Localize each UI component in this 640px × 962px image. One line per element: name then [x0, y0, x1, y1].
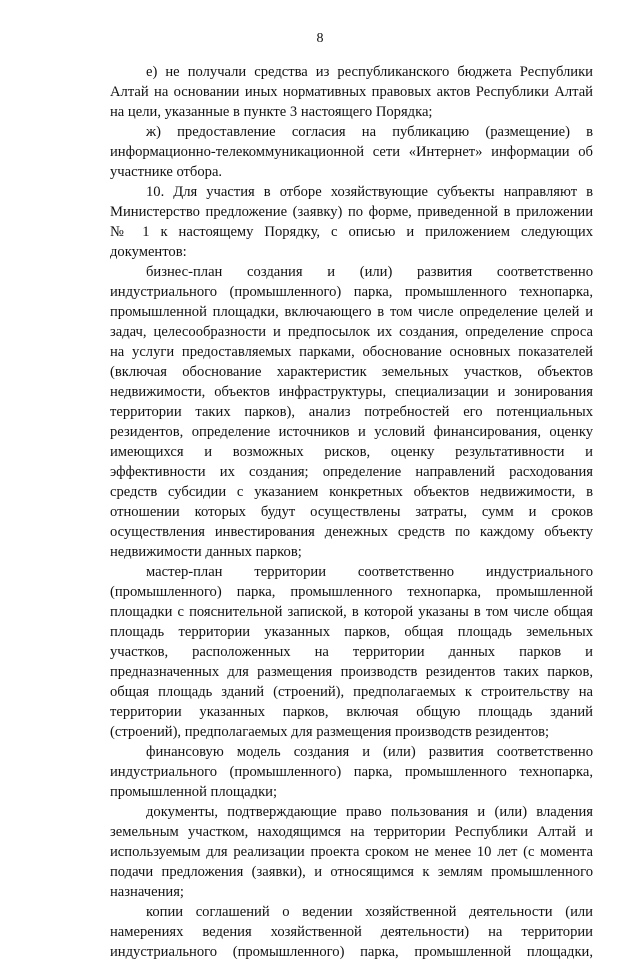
text-line: промышленной площадки; — [110, 784, 278, 800]
text-line: Министерство предложение (заявку) по форме, приведенной в приложении — [110, 204, 593, 220]
document-body — [110, 62, 593, 962]
text-line: площадь территории указанных парков, общая площадь земельных — [110, 624, 593, 640]
text-line: недвижимости данных парков; — [110, 544, 302, 560]
text-line: мастер-план территории соответственно индустриального — [146, 564, 593, 580]
text-line: информационно-телекоммуникационной сети «Интернет» информации об — [110, 144, 593, 160]
text-line: территории указанных парков, включая общую площадь зданий — [110, 704, 593, 720]
text-line: отношении которых будут осуществлены затраты, сумм и сроков — [110, 504, 593, 520]
text-line: 10. Для участия в отборе хозяйствующие субъекты направляют в — [146, 184, 593, 200]
text-line: имеющихся и возможных рисков, оценку результативности и — [110, 444, 593, 460]
text-line: № 1 к настоящему Порядку, с описью и приложением следующих — [110, 224, 593, 240]
text-line: промышленной площадки, включающего в том числе определение целей и — [110, 304, 593, 320]
text-line: ж) предоставление согласия на публикацию (размещение) в — [146, 124, 593, 140]
text-line: документы, подтверждающие право пользования и (или) владения — [146, 804, 593, 820]
page-number: 8 — [316, 31, 324, 46]
text-line: участков, расположенных на территории данных парков и — [110, 644, 593, 660]
text-line: на цели, указанные в пункте 3 настоящего Порядка; — [110, 104, 433, 120]
text-line: финансовую модель создания и (или) развития соответственно — [146, 744, 593, 760]
text-line: на услуги предоставляемых парками, обоснование основных показателей — [110, 344, 593, 360]
text-line: назначения; — [110, 884, 184, 900]
text-line: недвижимости, объектов инфраструктуры, специализации и зонирования — [110, 384, 593, 400]
text-line: документов: — [110, 244, 187, 260]
text-line: предназначенных для размещения производств резидентов таких парков, — [110, 664, 593, 680]
text-line: копии соглашений о ведении хозяйственной деятельности (или — [146, 904, 593, 920]
text-line: е) не получали средства из республиканского бюджета Республики — [146, 64, 593, 80]
text-line: территории таких парков), анализ потребностей его потенциальных — [110, 404, 593, 420]
text-line: индустриального (промышленного) парка, промышленной площадки, — [110, 944, 593, 960]
text-line: Алтай на основании иных нормативных правовых актов Республики Алтай — [110, 84, 593, 100]
text-line: (включая обоснование характеристик земельных участков, объектов — [110, 364, 593, 380]
text-line: (промышленного) парка, промышленного технопарка, промышленной — [110, 584, 593, 600]
text-line: эффективности их создания; определение направлений расходования — [110, 464, 593, 480]
text-line: резидентов, определение источников и условий финансирования, оценку — [110, 424, 593, 440]
text-line: индустриального (промышленного) парка, промышленного технопарка, — [110, 764, 593, 780]
text-line: намерениях ведения хозяйственной деятельности) на территории — [110, 924, 593, 940]
text-line: средств субсидии с указанием конкретных объектов недвижимости, в — [110, 484, 593, 500]
text-line: используемым для реализации проекта сроком не менее 10 лет (с момента — [110, 844, 593, 860]
text-line: (строений), предполагаемых для размещения производств резидентов; — [110, 724, 550, 740]
text-line: бизнес-план создания и (или) развития соответственно — [146, 264, 593, 280]
text-line: участнике отбора. — [110, 164, 223, 180]
text-line: задач, целесообразности и предпосылок их создания, определение спроса — [110, 324, 593, 340]
text-line: площадки с пояснительной запиской, в которой указаны в том числе общая — [110, 604, 593, 620]
text-line: общая площадь зданий (строений), предполагаемых к строительству на — [110, 684, 593, 700]
text-line: земельным участком, находящимся на территории Республики Алтай и — [110, 824, 593, 840]
text-line: осуществления инвестирования денежных средств по каждому объекту — [110, 524, 593, 540]
text-line: индустриального (промышленного) парка, промышленного технопарка, — [110, 284, 593, 300]
text-line: подачи предложения (заявки), и относящимся к землям промышленного — [110, 864, 593, 880]
